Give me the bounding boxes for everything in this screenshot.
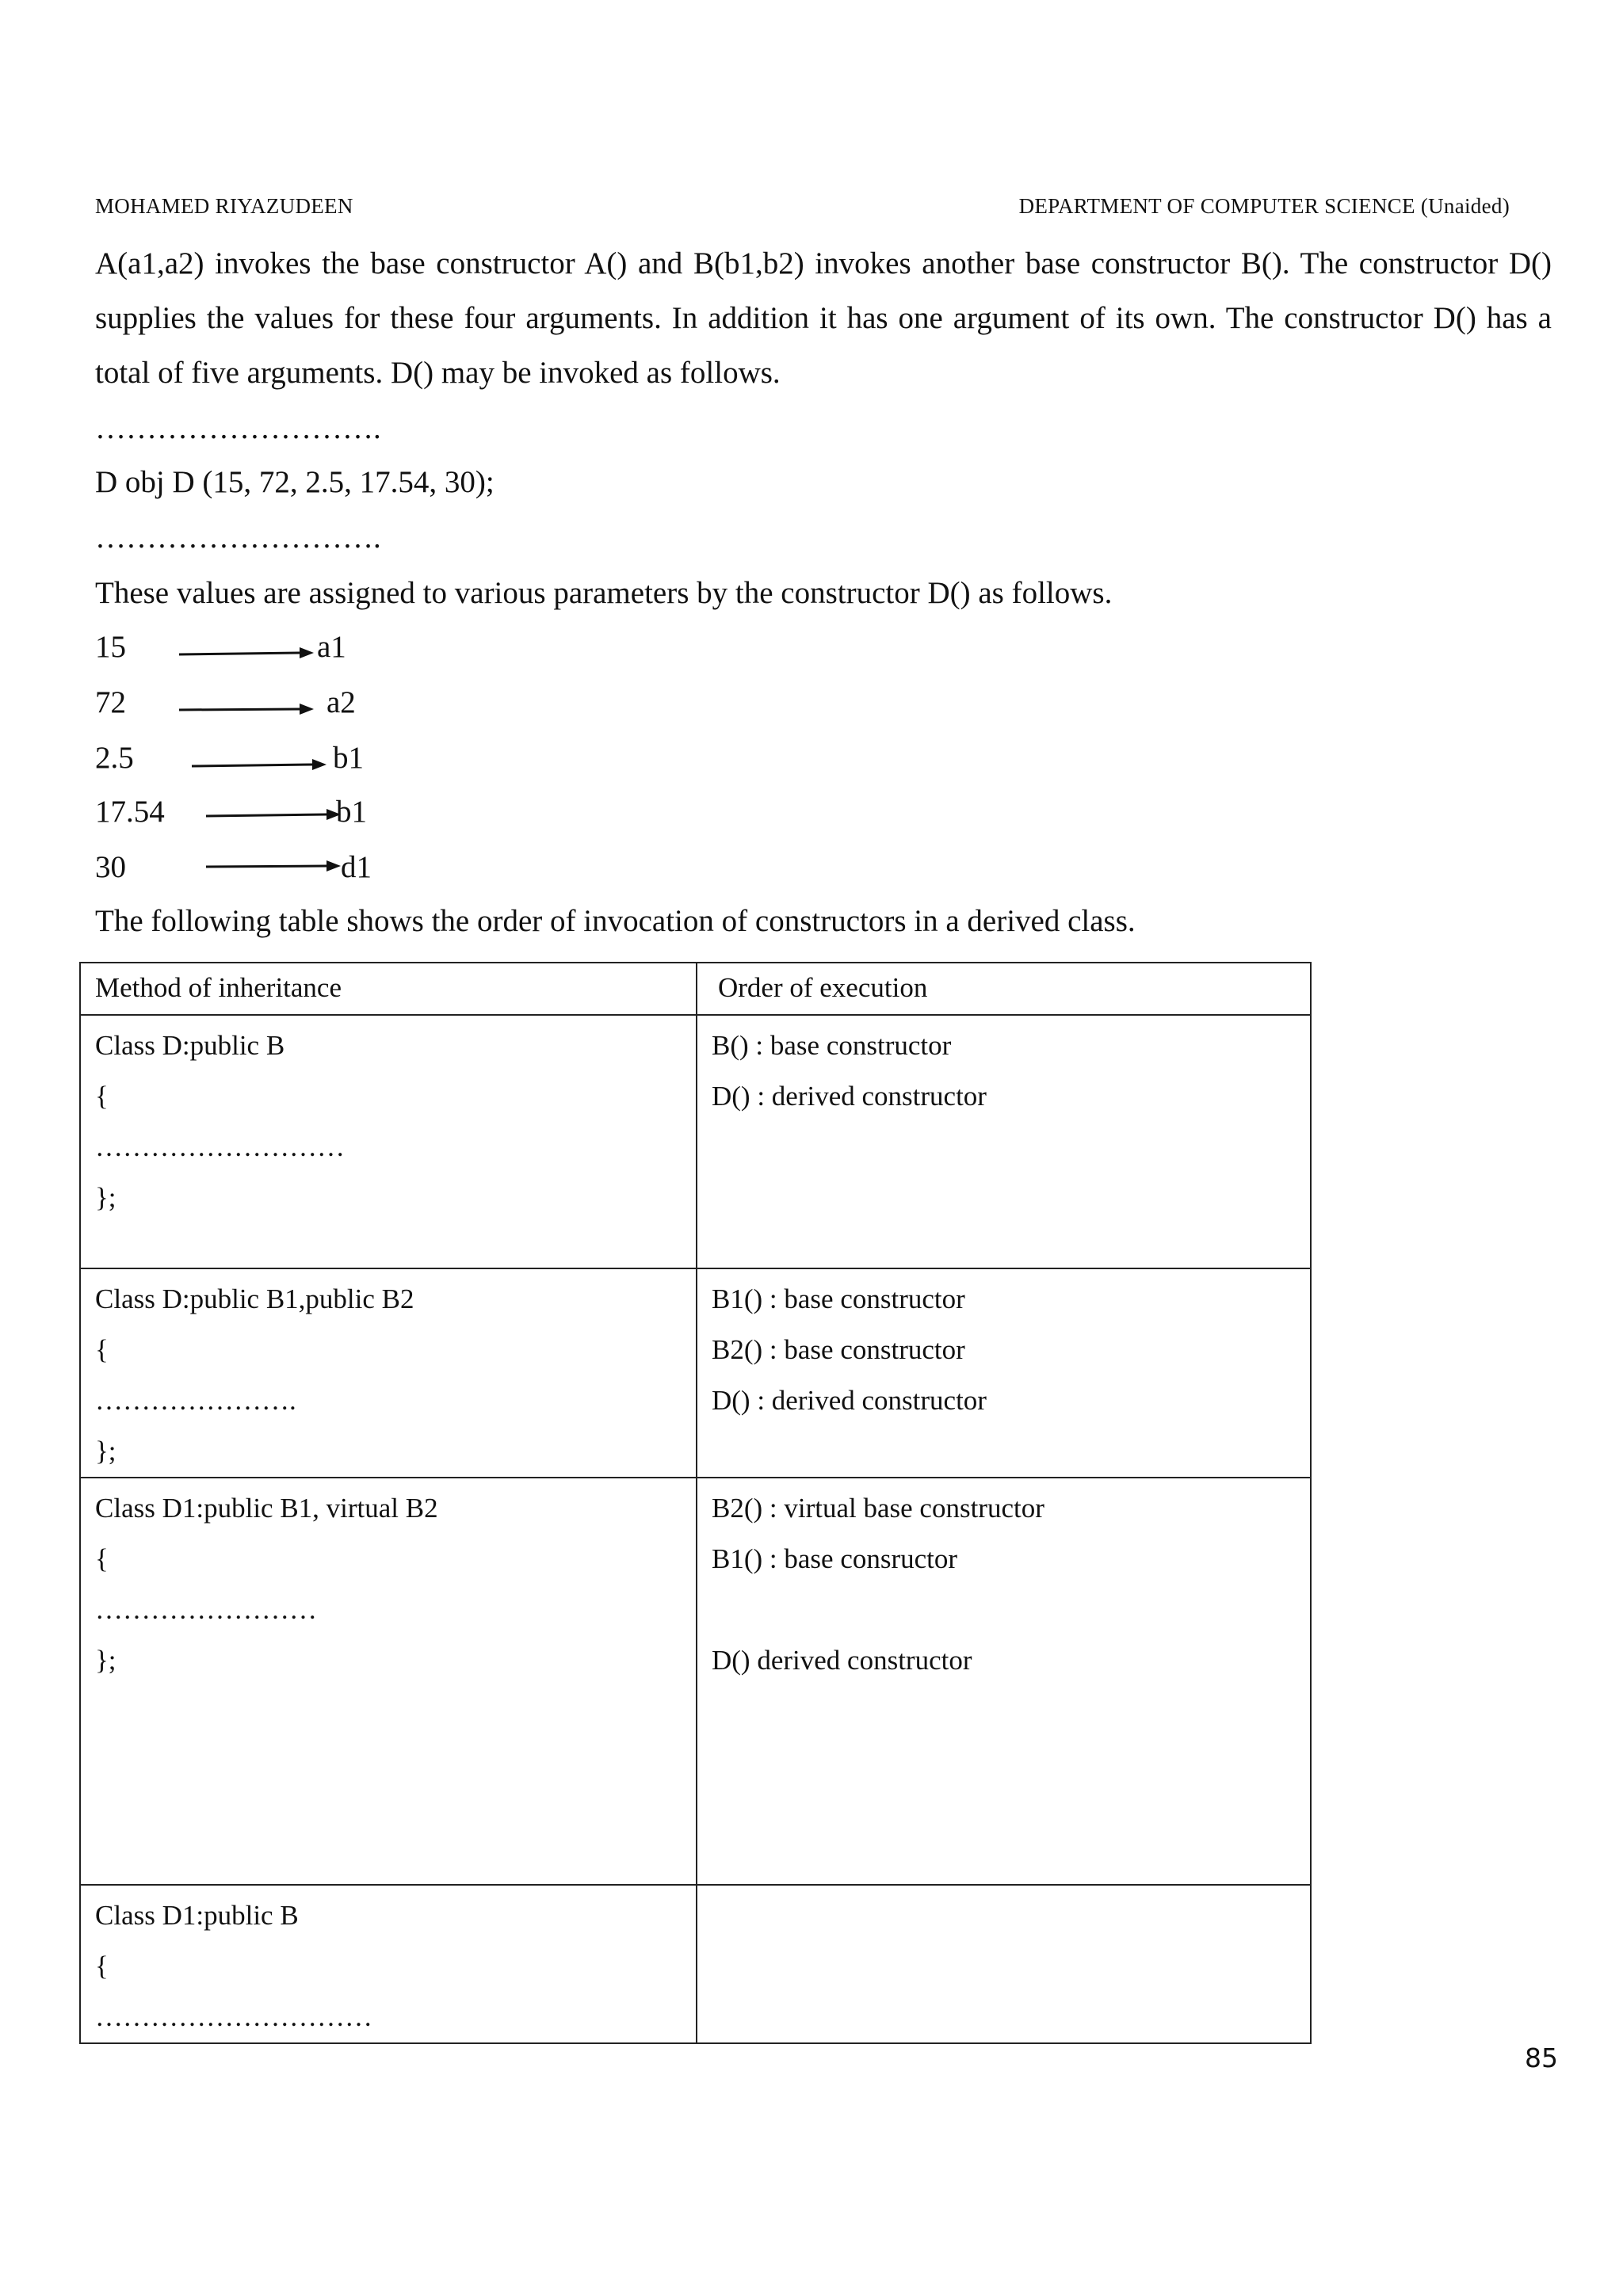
page-number: 85 — [1525, 2042, 1558, 2073]
arrow-icon — [192, 756, 327, 772]
method-cell — [80, 1015, 697, 1268]
table-row — [80, 1885, 1311, 2043]
mapping-value: 72 — [95, 685, 126, 719]
method-line: Class D1:public B — [95, 1900, 299, 1931]
table-row — [80, 1015, 1311, 1268]
method-cell — [80, 1885, 697, 2043]
code-line: D obj D (15, 72, 2.5, 17.54, 30); — [95, 465, 495, 499]
method-line: { — [95, 1334, 109, 1365]
header-author: MOHAMED RIYAZUDEEN — [95, 194, 353, 218]
method-line: ……………………… — [95, 1131, 345, 1162]
method-line: }; — [95, 1182, 116, 1213]
ellipsis-line-1: ………………………. — [95, 411, 381, 445]
intro-paragraph: A(a1,a2) invokes the base constructor A() and B(b1,b2) invokes another base constructor B(). The constructor D() supplies the values for these four arguments. In addition it has one argument of its own. The constructor D() has a total of five arguments. D() may be invoked as follows. — [95, 246, 1552, 390]
order-line-blank — [712, 1585, 1310, 1635]
mapping-row — [95, 738, 571, 778]
mapping-param: a1 — [317, 630, 346, 664]
table-header-row — [80, 963, 1311, 1015]
mapping-value: 17.54 — [95, 795, 165, 829]
method-line: { — [95, 1081, 109, 1112]
mapping-param: b1 — [333, 741, 364, 775]
mapping-value: 2.5 — [95, 741, 134, 775]
order-cell — [697, 1268, 1311, 1478]
method-line: }; — [95, 1436, 116, 1466]
table-row — [80, 1268, 1311, 1478]
ellipsis-line-2: ………………………. — [95, 521, 381, 555]
arrow-icon — [206, 859, 341, 875]
method-line: }; — [95, 1645, 116, 1676]
mapping-param: d1 — [341, 850, 372, 884]
method-line: …………………. — [95, 1385, 296, 1416]
method-line: Class D:public B1,public B2 — [95, 1283, 414, 1314]
header-cell-method — [80, 963, 697, 1015]
method-cell — [80, 1268, 697, 1478]
method-line: { — [95, 1951, 109, 1981]
order-line: D() : derived constructor — [712, 1385, 987, 1416]
method-line: …………………… — [95, 1594, 317, 1625]
order-cell-empty — [697, 1885, 1311, 2043]
mapping-value: 15 — [95, 630, 126, 664]
table-row — [80, 1478, 1311, 1885]
header-cell-order — [697, 963, 1311, 1015]
order-cell — [697, 1015, 1311, 1268]
mapping-value: 30 — [95, 850, 126, 884]
arrow-icon — [179, 645, 314, 661]
mapping-row — [95, 683, 571, 723]
order-line: D() : derived constructor — [712, 1081, 987, 1112]
assign-text: These values are assigned to various parameters by the constructor D() as follows. — [95, 576, 1113, 610]
header-method-label: Method of inheritance — [95, 972, 342, 1003]
arrow-icon — [179, 700, 314, 716]
order-cell — [697, 1478, 1311, 1885]
order-line: B1() : base consructor — [712, 1543, 958, 1574]
order-line: B2() : base constructor — [712, 1334, 965, 1365]
constructor-order-table — [79, 962, 1312, 2044]
mapping-param: a2 — [327, 685, 356, 719]
method-line: ………………………… — [95, 2001, 372, 2032]
method-line: { — [95, 1543, 109, 1574]
mapping-row — [95, 848, 571, 887]
mapping-row — [95, 792, 571, 832]
method-line: Class D:public B — [95, 1030, 285, 1061]
method-line: Class D1:public B1, virtual B2 — [95, 1493, 438, 1524]
table-intro: The following table shows the order of invocation of constructors in a derived class. — [95, 904, 1136, 938]
header-department: DEPARTMENT OF COMPUTER SCIENCE (Unaided) — [1018, 194, 1510, 218]
arrow-icon — [206, 807, 341, 822]
order-line: D() derived constructor — [712, 1645, 972, 1676]
method-cell — [80, 1478, 697, 1885]
header-order-label: Order of execution — [718, 972, 928, 1003]
mapping-param: b1 — [336, 795, 367, 829]
order-line: B2() : virtual base constructor — [712, 1493, 1044, 1524]
order-line: B1() : base constructor — [712, 1283, 965, 1314]
mapping-row — [95, 627, 571, 667]
order-line: B() : base constructor — [712, 1030, 952, 1061]
